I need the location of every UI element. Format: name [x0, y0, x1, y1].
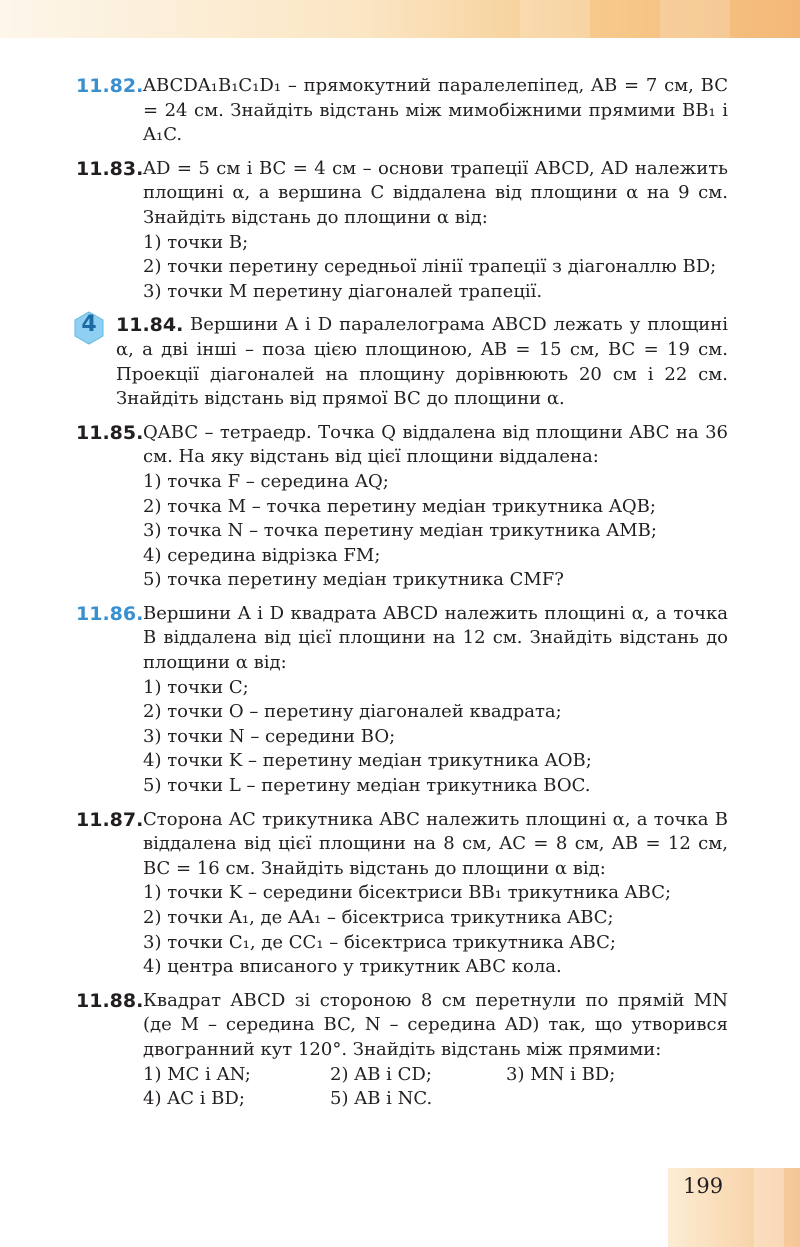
- problem-number: 11.83.: [76, 157, 144, 180]
- problem-11-83: [0, 157, 800, 305]
- list-item: 2) точка M – точка перетину медіан трикутника AQB;: [143, 495, 656, 517]
- list-item: 5) AB і NC.: [330, 1088, 433, 1110]
- problem-text: AD = 5 см і BC = 4 см – основи трапеції ABCD, AD належить площині α, а вершина C віддалена від площини α на 9 см. Знайдіть відстань до площини α від:: [143, 157, 728, 228]
- problem-number: 11.88.: [76, 989, 144, 1012]
- problem-number: 11.87.: [76, 808, 144, 831]
- problem-text: Квадрат ABCD зі стороною 8 см перетнули по прямій MN (де M – середина BC, N – середина AD) так, що утворився двогранний кут 120°. Знайдіть відстань між прямими:: [143, 989, 728, 1060]
- list-item: 4) AC і BD;: [143, 1088, 245, 1110]
- page-number: 199: [683, 1174, 724, 1198]
- difficulty-level-badge: [74, 311, 104, 343]
- list-item: 3) точки N – середини BO;: [143, 725, 396, 747]
- problem-11-82: [0, 74, 800, 148]
- answer-options-grid: [143, 1063, 733, 1112]
- list-item: 1) точки K – середини бісектриси BB₁ трикутника ABC;: [143, 882, 672, 904]
- list-item: 2) AB і CD;: [330, 1063, 432, 1085]
- problem-number: 11.84.: [116, 314, 184, 337]
- list-item: 3) точка N – точка перетину медіан трикутника AMB;: [143, 520, 657, 542]
- problem-11-87: [0, 808, 800, 980]
- problem-text: QABC – тетраедр. Точка Q віддалена від площини ABC на 36 см. На яку відстань від цієї площини віддалена:: [143, 421, 728, 468]
- list-item: 5) точка перетину медіан трикутника CMF?: [143, 569, 564, 591]
- problem-number: 11.86.: [76, 602, 144, 625]
- list-item: 5) точки L – перетину медіан трикутника BOC.: [143, 775, 591, 797]
- problem-number: 11.85.: [76, 421, 144, 444]
- list-item: 3) MN і BD;: [506, 1063, 616, 1085]
- list-item: 4) точки K – перетину медіан трикутника AOB;: [143, 750, 592, 772]
- page-content: [0, 74, 800, 1121]
- list-item: 1) точка F – середина AQ;: [143, 470, 389, 492]
- level-number: 4: [81, 312, 97, 338]
- problem-11-84: [0, 313, 800, 411]
- list-item: 4) середина відрізка FM;: [143, 544, 381, 566]
- list-item: 3) точки M перетину діагоналей трапеції.: [143, 280, 543, 302]
- problem-text: Вершини A і D квадрата ABCD належить площині α, а точка B віддалена від цієї площини на 12 см. Знайдіть відстань до площини α від:: [143, 602, 728, 674]
- problem-11-88: [0, 989, 800, 1112]
- problem-11-86: [0, 602, 800, 799]
- list-item: 1) точки C;: [143, 676, 249, 698]
- list-item: 1) MC і AN;: [143, 1063, 251, 1085]
- list-item: 2) точки перетину середньої лінії трапеції з діагоналлю BD;: [143, 256, 717, 278]
- list-item: 1) точки B;: [143, 231, 249, 253]
- list-item: 3) точки C₁, де CC₁ – бісектриса трикутника ABC;: [143, 931, 616, 953]
- top-decorative-band: [0, 0, 800, 38]
- list-item: 2) точки O – перетину діагоналей квадрата;: [143, 701, 562, 723]
- problem-text: ABCDA₁B₁C₁D₁ – прямокутний паралелепіпед, AB = 7 см, BC = 24 см. Знайдіть відстань між мимобіжними прямими BB₁ і A₁C.: [143, 75, 728, 146]
- problem-text: Сторона AC трикутника ABC належить площині α, а точка B віддалена від цієї площини на 8 см, AC = 8 см, AB = 12 см, BC = 16 см. Знайдіть відстань до площини α від:: [143, 808, 728, 879]
- list-item: 4) центра вписаного у трикутник ABC кола.: [143, 956, 562, 978]
- problem-text: Вершини A і D паралелограма ABCD лежать у площині α, а дві інші – поза цією площиною, AB = 15 см, BC = 19 см. Проекції діагоналей на площину дорівнюють 20 см і 22 см. Знайдіть відстань від прямої BC до площини α.: [116, 314, 728, 410]
- problem-number: 11.82.: [76, 75, 144, 97]
- problem-11-85: [0, 421, 800, 593]
- list-item: 2) точки A₁, де AA₁ – бісектриса трикутника ABC;: [143, 907, 614, 928]
